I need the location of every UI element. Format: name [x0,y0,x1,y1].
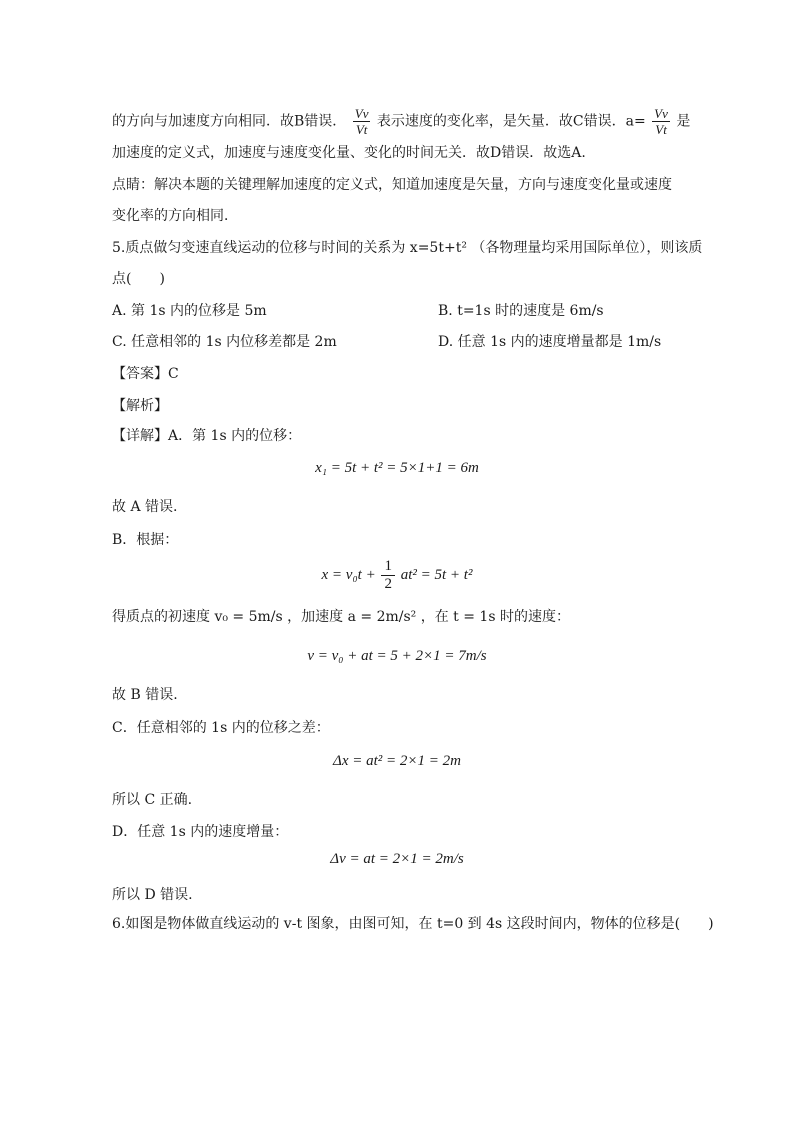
wrong-a: 故 A 错误. [112,499,178,515]
half-denominator: 2 [384,576,392,592]
equation-2-right: at² = 5t + t² [400,566,473,583]
equation-2-left: x = v₀t + [321,566,376,583]
detail-c: C．任意相邻的 1s 内的位移之差： [112,720,330,736]
text-line-3: 点睛：解决本题的关键理解加速度的定义式，知道加速度是矢量，方向与速度变化量或速度 [112,177,672,193]
option-d: D. 任意 1s 内的速度增量都是 1m/s [438,334,662,350]
fraction-one-half [381,558,395,593]
equation-4: Δx = at² = 2×1 = 2m [333,753,461,769]
fraction-numerator-2: Vv [654,106,668,121]
answer-label: 【答案】C [112,366,179,382]
fraction-dv-dt-2 [652,106,670,137]
fraction-numerator: Vv [354,106,369,121]
half-numerator: 1 [381,558,395,576]
equation-5: Δv = at = 2×1 = 2m/s [330,851,464,867]
text-line-1c: 是 [676,113,691,130]
text-line-1 [112,106,690,137]
option-b: B. t=1s 时的速度是 6m/s [438,303,604,319]
question-5-line-1: 5.质点做匀变速直线运动的位移与时间的关系为 x=5t+t² （各物理量均采用国际单位），则该质 [112,240,703,256]
analysis-label: 【解析】 [112,398,168,414]
fraction-dv-dt [353,106,371,137]
wrong-b: 故 B 错误. [112,687,178,703]
question-5-line-2: 点( ) [112,271,165,287]
equation-3: v = v₀ + at = 5 + 2×1 = 7m/s [307,648,487,664]
fraction-denominator-2: Vt [655,122,667,137]
detail-a: 【详解】A．第 1s 内的位移： [112,428,302,444]
text-line-2: 加速度的定义式，加速度与速度变化量、变化的时间无关．故D错误．故选A. [112,145,586,161]
detail-b: B．根据： [112,532,179,548]
detail-d: D．任意 1s 内的速度增量： [112,824,289,840]
option-a: A. 第 1s 内的位移是 5m [112,303,267,319]
text-line-4: 变化率的方向相同． [112,208,238,224]
fraction-denominator: Vt [355,122,368,137]
equation-2 [0,558,794,593]
line-b-initial-velocity: 得质点的初速度 v₀ = 5m/s ，加速度 a = 2m/s² ，在 t = 1s 时的速度： [112,609,570,625]
question-6: 6.如图是物体做直线运动的 v-t 图象，由图可知，在 t=0 到 4s 这段时间内，物体的位移是( ) [112,916,714,932]
text-line-1b: 表示速度的变化率，是矢量．故C错误．a= [376,113,646,130]
text-line-1a: 的方向与加速度方向相同．故B错误． [112,113,347,130]
equation-1: x₁ = 5t + t² = 5×1+1 = 6m [315,460,479,476]
wrong-d: 所以 D 错误. [112,887,193,903]
right-c: 所以 C 正确. [112,792,193,808]
option-c: C. 任意相邻的 1s 内位移差都是 2m [112,334,337,350]
